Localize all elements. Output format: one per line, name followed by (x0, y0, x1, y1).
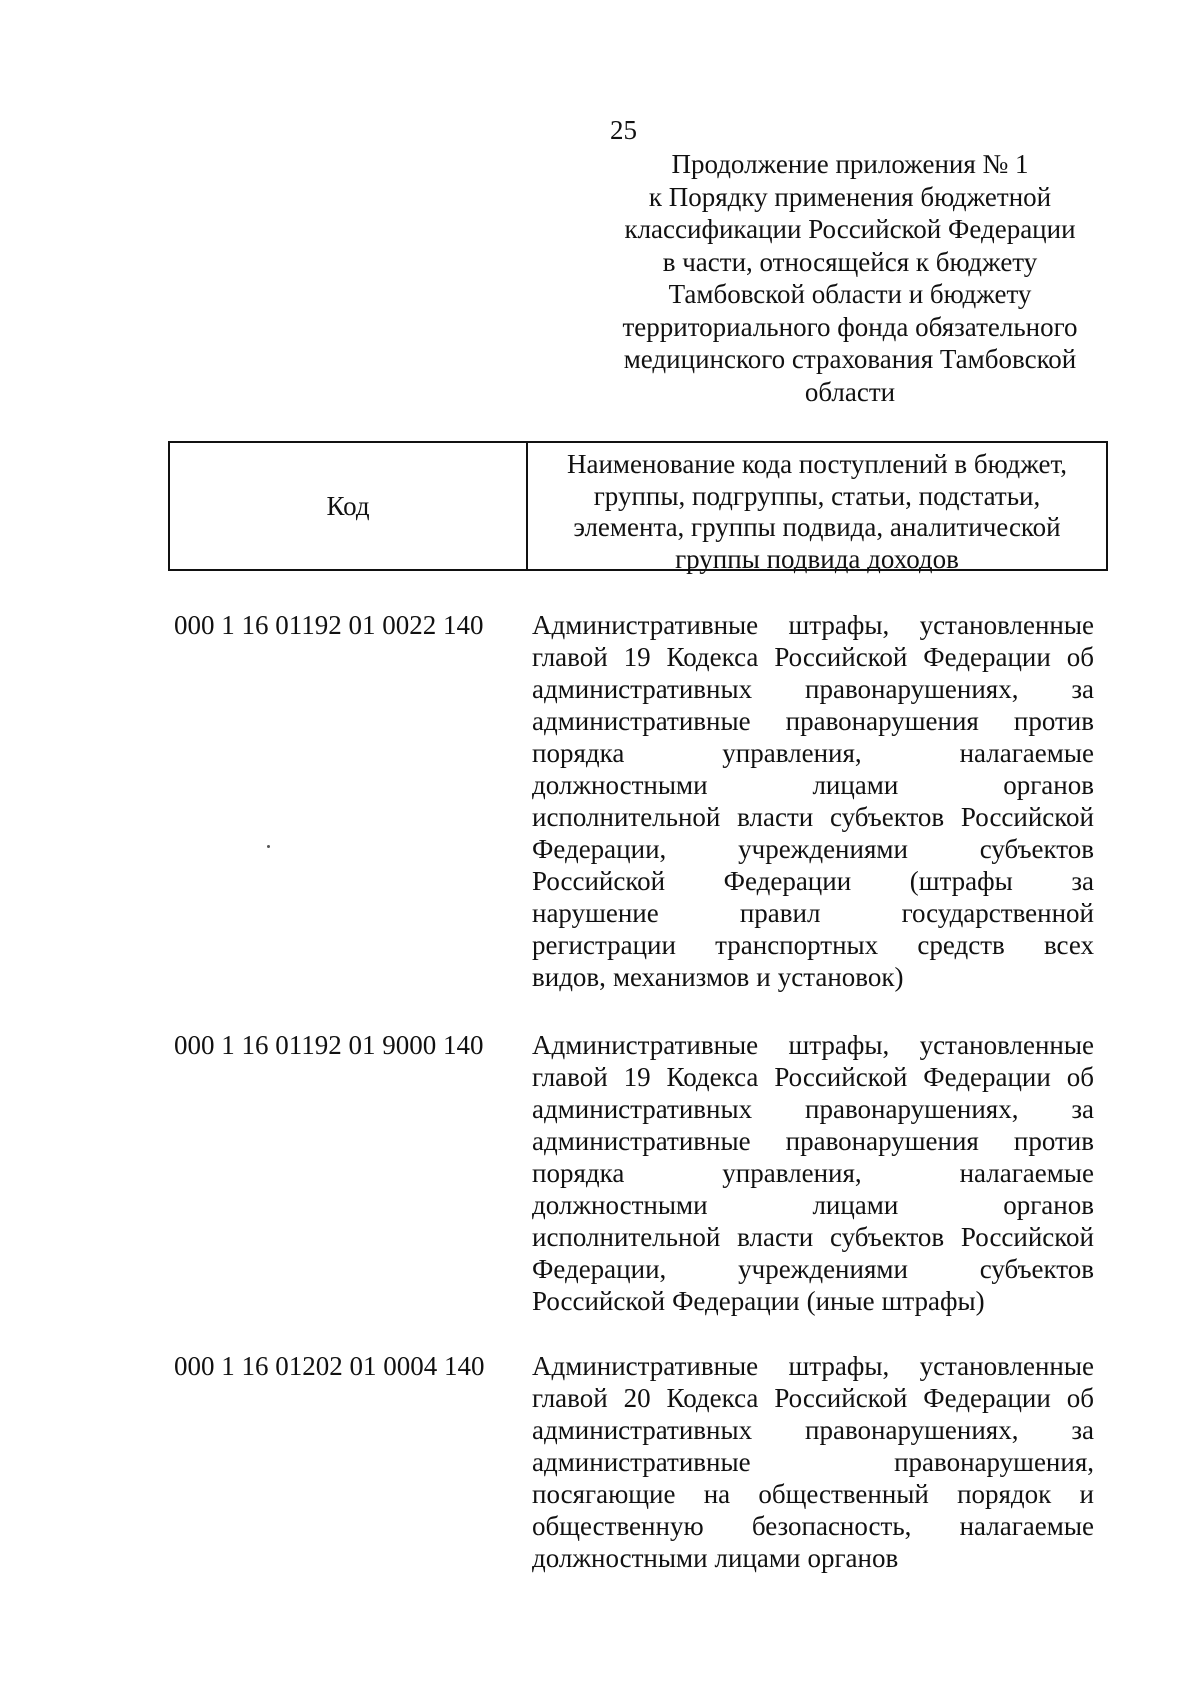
word: Федерации (923, 1383, 1051, 1413)
word: правил (739, 898, 821, 928)
scan-speck (267, 845, 270, 848)
word: правонарушения, (894, 1447, 1094, 1477)
word: всех (1043, 930, 1094, 960)
word: Российской (774, 1062, 908, 1092)
word: общественную (532, 1511, 704, 1541)
word: Административные (532, 1030, 759, 1060)
description-line (532, 1285, 1094, 1317)
header-name-cell (528, 443, 1106, 574)
word: должностными (532, 770, 708, 800)
word: за (1071, 1094, 1094, 1124)
header-name-line: элемента, группы подвида, аналитической (573, 512, 1061, 542)
entry-description (532, 1350, 1094, 1574)
entry-code: 000 1 16 01192 01 9000 140 (174, 1030, 484, 1060)
word: (иные (806, 1286, 875, 1316)
word: безопасность, (751, 1511, 912, 1541)
appendix-header (600, 148, 1100, 408)
word: субъектов (829, 1222, 945, 1252)
word: против (1013, 706, 1094, 736)
word: средств (917, 930, 1005, 960)
word: и (756, 962, 771, 992)
description-line (532, 1446, 1094, 1478)
word: налагаемые (959, 1511, 1094, 1541)
word: административные (532, 706, 751, 736)
word: видов, (532, 962, 606, 992)
description-line (532, 1510, 1094, 1542)
header-code-cell: Код (170, 443, 528, 569)
word: должностными (532, 1190, 708, 1220)
word: общественный (758, 1479, 929, 1509)
word: и (1079, 1479, 1094, 1509)
word: Федерации, (532, 834, 667, 864)
description-line (532, 1157, 1094, 1189)
word: управления, (722, 738, 862, 768)
word: Российской (960, 1222, 1094, 1252)
appendix-line: территориального фонда обязательного (622, 311, 1078, 342)
header-name-line: Наименование кода поступлений в бюджет, (566, 449, 1068, 479)
word: учреждениями (738, 834, 908, 864)
word: Российской (774, 1383, 908, 1413)
description-line (532, 769, 1094, 801)
entry-code: 000 1 16 01202 01 0004 140 (174, 1351, 485, 1381)
word: транспортных (715, 930, 879, 960)
description-line (532, 929, 1094, 961)
description-line (532, 1253, 1094, 1285)
description-line (532, 833, 1094, 865)
word: Кодекса (666, 1383, 759, 1413)
word: Федерации, (532, 1254, 667, 1284)
description-line (532, 737, 1094, 769)
word: лицами (812, 1190, 899, 1220)
word: органов (807, 1543, 899, 1573)
word: посягающие (532, 1479, 676, 1509)
word: правонарушения (785, 706, 979, 736)
word: 19 (623, 642, 651, 672)
appendix-line: к Порядку применения бюджетной (648, 181, 1052, 212)
description-line (532, 673, 1094, 705)
word: Российской (532, 866, 666, 896)
word: административные (532, 1126, 751, 1156)
description-line (532, 641, 1094, 673)
word: Российской (774, 642, 908, 672)
word: за (1071, 1415, 1094, 1445)
appendix-line: медицинского страхования Тамбовской (623, 344, 1077, 374)
word: правонарушения (785, 1126, 979, 1156)
word: власти (737, 1222, 814, 1252)
word: (штрафы (909, 866, 1013, 896)
word: исполнительной (532, 802, 721, 832)
description-line (532, 1189, 1094, 1221)
entry-description (532, 1029, 1094, 1317)
word: за (1071, 866, 1094, 896)
word: штрафы, (788, 1351, 890, 1381)
word: за (1071, 674, 1094, 704)
word: штрафы) (881, 1286, 985, 1316)
word: налагаемые (959, 738, 1094, 768)
description-line (532, 609, 1094, 641)
word: учреждениями (738, 1254, 908, 1284)
word: административных (532, 1415, 753, 1445)
word: нарушение (532, 898, 659, 928)
word: лицами (812, 770, 899, 800)
word: Российской (960, 802, 1094, 832)
word: штрафы, (788, 1030, 890, 1060)
word: Федерации (923, 1062, 1051, 1092)
word: Федерации (923, 642, 1051, 672)
word: административных (532, 1094, 753, 1124)
appendix-line: Продолжение приложения № 1 (671, 149, 1029, 179)
description-line (532, 865, 1094, 897)
description-line (532, 961, 1094, 993)
description-line (532, 1093, 1094, 1125)
description-line (532, 1125, 1094, 1157)
word: субъектов (829, 802, 945, 832)
word: управления, (722, 1158, 862, 1188)
description-line (532, 1350, 1094, 1382)
word: главой (532, 1062, 608, 1092)
word: главой (532, 642, 608, 672)
word: налагаемые (959, 1158, 1094, 1188)
word: главой (532, 1383, 608, 1413)
word: установленные (919, 1030, 1094, 1060)
description-line (532, 1382, 1094, 1414)
description-line (532, 1221, 1094, 1253)
word: должностными (532, 1543, 708, 1573)
description-line (532, 1061, 1094, 1093)
description-line (532, 897, 1094, 929)
word: субъектов (979, 834, 1094, 864)
header-name-line: группы, подгруппы, статьи, подстатьи, (593, 480, 1041, 511)
word: правонарушениях, (805, 1415, 1019, 1445)
word: механизмов (612, 962, 750, 992)
word: лицами (714, 1543, 801, 1573)
word: правонарушениях, (805, 674, 1019, 704)
word: государственной (901, 898, 1094, 928)
appendix-line: в части, относящейся к бюджету (662, 246, 1038, 277)
word: Административные (532, 610, 759, 640)
word: 20 (623, 1383, 651, 1413)
appendix-line: классификации Российской Федерации (624, 214, 1076, 244)
word: об (1066, 642, 1094, 672)
description-line (532, 705, 1094, 737)
word: административные (532, 1447, 751, 1477)
description-line (532, 1029, 1094, 1061)
appendix-line: области (804, 376, 896, 407)
description-line (532, 1542, 1094, 1574)
word: Российской (532, 1286, 666, 1316)
word: установленные (919, 1351, 1094, 1381)
word: порядка (532, 1158, 625, 1188)
word: исполнительной (532, 1222, 721, 1252)
word: штрафы, (788, 610, 890, 640)
word: власти (737, 802, 814, 832)
word: установленные (919, 610, 1094, 640)
word: органов (1003, 770, 1094, 800)
word: установок) (777, 962, 904, 992)
word: на (703, 1479, 731, 1509)
entry-code: 000 1 16 01192 01 0022 140 (174, 610, 484, 640)
word: Кодекса (666, 1062, 759, 1092)
word: административных (532, 674, 753, 704)
word: Кодекса (666, 642, 759, 672)
word: органов (1003, 1190, 1094, 1220)
word: правонарушениях, (805, 1094, 1019, 1124)
word: субъектов (979, 1254, 1094, 1284)
table-header (168, 441, 1108, 574)
word: порядок (957, 1479, 1052, 1509)
word: об (1066, 1383, 1094, 1413)
header-name-line: группы подвида доходов (675, 543, 959, 574)
word: Федерации (723, 866, 852, 896)
appendix-line: Тамбовской области и бюджету (668, 279, 1032, 309)
entry-description (532, 609, 1094, 993)
description-line (532, 801, 1094, 833)
word: об (1066, 1062, 1094, 1092)
word: порядка (532, 738, 625, 768)
word: регистрации (532, 930, 676, 960)
word: Федерации (672, 1286, 800, 1316)
page-number: 25 (610, 115, 637, 145)
word: Административные (532, 1351, 759, 1381)
word: против (1013, 1126, 1094, 1156)
description-line (532, 1478, 1094, 1510)
word: 19 (623, 1062, 651, 1092)
description-line (532, 1414, 1094, 1446)
